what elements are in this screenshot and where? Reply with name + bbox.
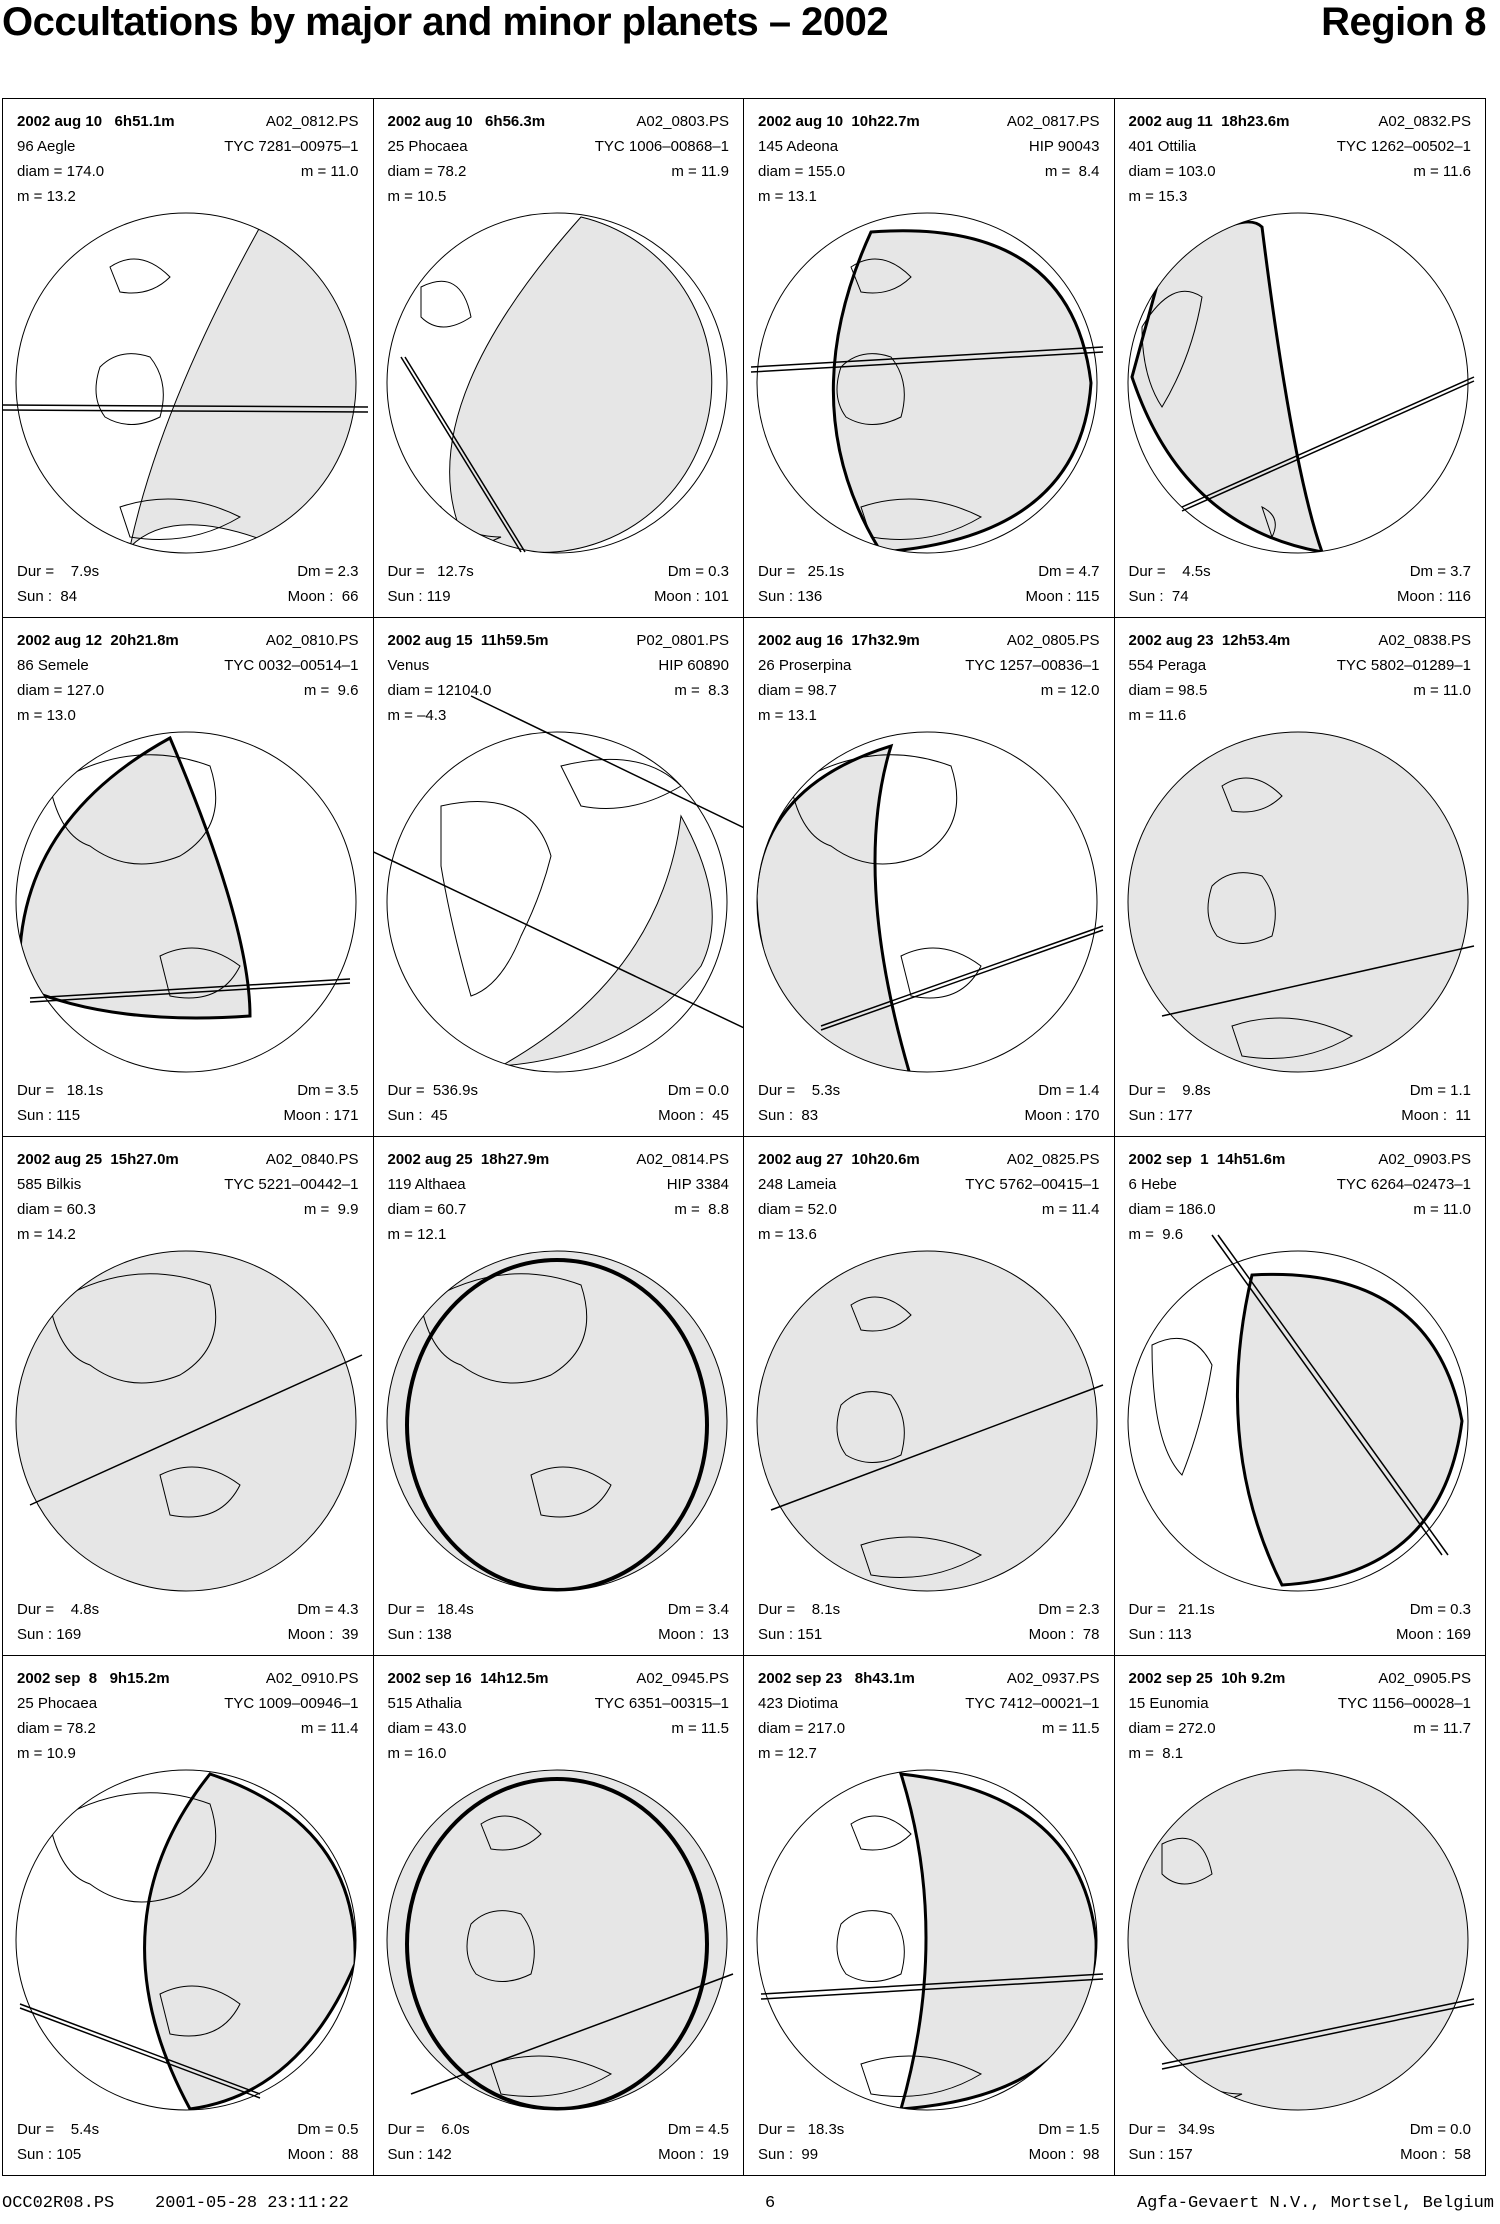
panel-header <box>1129 1147 1472 1247</box>
occulting-body: 515 Athalia <box>387 1695 462 1712</box>
shadow-area <box>19 738 250 1018</box>
body-magnitude: m = 12.7 <box>758 1745 817 1762</box>
continent-outline <box>1152 1338 1212 1475</box>
occulting-body: 145 Adeona <box>758 138 839 155</box>
body-diameter: diam = 60.7 <box>387 1201 467 1218</box>
sun-elongation: Sun : 105 <box>17 2146 82 2163</box>
panel-header <box>17 109 359 209</box>
moon-elongation: Moon : 98 <box>1028 2146 1100 2163</box>
duration: Dur = 6.0s <box>387 2121 470 2138</box>
duration: Dur = 18.3s <box>758 2121 845 2138</box>
star-id: TYC 1262–00502–1 <box>1336 138 1471 155</box>
body-magnitude: m = –4.3 <box>387 707 447 724</box>
duration: Dur = 34.9s <box>1128 2121 1215 2138</box>
panel-footer <box>388 2117 730 2167</box>
occulting-body: 248 Lameia <box>758 1176 837 1193</box>
panel-header <box>758 109 1100 209</box>
event-datetime: 2002 aug 16 17h32.9m <box>758 632 920 649</box>
magnitude-drop: Dm = 0.0 <box>1409 2121 1471 2138</box>
star-id: TYC 7412–00021–1 <box>965 1695 1100 1712</box>
occultation-panel-1 <box>3 99 374 618</box>
sun-elongation: Sun : 45 <box>387 1107 448 1124</box>
globe-svg <box>751 1245 1103 1597</box>
magnitude-drop: Dm = 3.4 <box>667 1601 729 1618</box>
body-magnitude: m = 13.2 <box>17 188 76 205</box>
occulting-body: 25 Phocaea <box>387 138 468 155</box>
shadow-area <box>756 746 911 1078</box>
globe-map <box>10 1764 362 2116</box>
duration: Dur = 5.3s <box>758 1082 841 1099</box>
chart-file: A02_0825.PS <box>1006 1151 1100 1168</box>
panel-footer <box>758 1597 1100 1647</box>
globe-svg <box>1122 1245 1474 1597</box>
globe-map <box>751 1245 1103 1597</box>
body-diameter: diam = 12104.0 <box>387 682 492 699</box>
body-diameter: diam = 155.0 <box>758 163 846 180</box>
occultation-panel-11 <box>744 1137 1115 1656</box>
footer-file: OCC02R08.PS <box>2 2194 115 2213</box>
moon-elongation: Moon : 13 <box>658 1626 729 1643</box>
chart-file: A02_0840.PS <box>265 1151 359 1168</box>
star-magnitude: m = 12.0 <box>1040 682 1100 699</box>
star-magnitude: m = 11.5 <box>671 1720 729 1737</box>
globe-map <box>1122 207 1474 559</box>
occulting-body: 26 Proserpina <box>758 657 852 674</box>
chart-file: A02_0937.PS <box>1006 1670 1100 1687</box>
page-number: 6 <box>765 2194 776 2213</box>
panel-header <box>758 628 1100 728</box>
globe-svg <box>1122 1764 1474 2116</box>
chart-file: A02_0814.PS <box>636 1151 729 1168</box>
panel-footer <box>758 2117 1100 2167</box>
event-datetime: 2002 sep 23 8h43.1m <box>758 1670 915 1687</box>
panel-footer <box>1129 2117 1472 2167</box>
panel-footer <box>758 559 1100 609</box>
panel-header <box>17 1666 359 1766</box>
shadow-area <box>1122 1764 1474 2116</box>
sun-elongation: Sun : 74 <box>1128 588 1189 605</box>
star-id: HIP 90043 <box>1028 138 1100 155</box>
star-id: TYC 5802–01289–1 <box>1336 657 1471 674</box>
occultation-panel-16 <box>1115 1656 1486 2175</box>
event-datetime: 2002 sep 16 14h12.5m <box>387 1670 549 1687</box>
globe-map <box>1122 1245 1474 1597</box>
occultation-panel-9 <box>3 1137 374 1656</box>
duration: Dur = 536.9s <box>387 1082 478 1099</box>
magnitude-drop: Dm = 2.3 <box>297 563 359 580</box>
chart-file: A02_0910.PS <box>265 1670 359 1687</box>
globe-svg <box>751 726 1103 1078</box>
star-magnitude: m = 8.4 <box>1044 163 1100 180</box>
globe-svg <box>10 726 362 1078</box>
star-id: TYC 6264–02473–1 <box>1336 1176 1471 1193</box>
star-id: TYC 1009–00946–1 <box>224 1695 359 1712</box>
magnitude-drop: Dm = 0.0 <box>667 1082 729 1099</box>
panel-header <box>758 1147 1100 1247</box>
panel-footer <box>388 1078 730 1128</box>
shadow-area <box>381 1764 733 2116</box>
event-datetime: 2002 aug 10 6h56.3m <box>387 113 546 130</box>
event-datetime: 2002 sep 25 10h 9.2m <box>1128 1670 1286 1687</box>
star-magnitude: m = 11.0 <box>300 163 359 180</box>
chart-file: A02_0810.PS <box>265 632 359 649</box>
event-datetime: 2002 aug 25 15h27.0m <box>17 1151 179 1168</box>
shadow-area <box>501 816 712 1066</box>
chart-file: A02_0805.PS <box>1006 632 1100 649</box>
star-magnitude: m = 11.4 <box>1041 1201 1100 1218</box>
occulting-body: 585 Bilkis <box>17 1176 82 1193</box>
moon-elongation: Moon : 78 <box>1028 1626 1100 1643</box>
body-diameter: diam = 98.5 <box>1128 682 1208 699</box>
event-datetime: 2002 aug 25 18h27.9m <box>387 1151 550 1168</box>
occultation-panel-7 <box>744 618 1115 1137</box>
body-diameter: diam = 43.0 <box>387 1720 467 1737</box>
globe-map <box>381 1764 733 2116</box>
body-magnitude: m = 13.6 <box>758 1226 817 1243</box>
sun-elongation: Sun : 169 <box>17 1626 82 1643</box>
body-diameter: diam = 127.0 <box>17 682 105 699</box>
moon-elongation: Moon : 171 <box>283 1107 359 1124</box>
duration: Dur = 9.8s <box>1128 1082 1211 1099</box>
magnitude-drop: Dm = 2.3 <box>1038 1601 1100 1618</box>
event-datetime: 2002 aug 10 10h22.7m <box>758 113 920 130</box>
chart-file: A02_0903.PS <box>1378 1151 1471 1168</box>
star-id: TYC 6351–00315–1 <box>594 1695 729 1712</box>
occultation-panel-2 <box>374 99 745 618</box>
star-magnitude: m = 11.7 <box>1413 1720 1471 1737</box>
shadow-area <box>1237 1274 1462 1585</box>
sun-elongation: Sun : 99 <box>758 2146 819 2163</box>
magnitude-drop: Dm = 3.5 <box>297 1082 359 1099</box>
globe-map <box>751 1764 1103 2116</box>
panel-footer <box>1129 1078 1472 1128</box>
occultation-panel-10 <box>374 1137 745 1656</box>
magnitude-drop: Dm = 1.4 <box>1038 1082 1100 1099</box>
panel-footer <box>17 1078 359 1128</box>
body-magnitude: m = 13.1 <box>758 707 817 724</box>
body-diameter: diam = 186.0 <box>1128 1201 1216 1218</box>
body-diameter: diam = 174.0 <box>17 163 105 180</box>
star-id: TYC 5762–00415–1 <box>965 1176 1100 1193</box>
star-magnitude: m = 11.0 <box>1413 1201 1471 1218</box>
duration: Dur = 12.7s <box>387 563 474 580</box>
occultation-panel-6 <box>374 618 745 1137</box>
occultation-panel-4 <box>1115 99 1486 618</box>
duration: Dur = 18.4s <box>387 1601 474 1618</box>
moon-elongation: Moon : 11 <box>1401 1107 1471 1124</box>
globe-map <box>1122 726 1474 1078</box>
globe-svg <box>751 1764 1103 2116</box>
star-id: HIP 3384 <box>666 1176 729 1193</box>
globe-svg <box>10 1764 362 2116</box>
magnitude-drop: Dm = 3.7 <box>1409 563 1471 580</box>
duration: Dur = 4.8s <box>17 1601 100 1618</box>
chart-file: A02_0803.PS <box>636 113 729 130</box>
globe-svg <box>381 1245 733 1597</box>
star-id: TYC 1006–00868–1 <box>594 138 729 155</box>
moon-elongation: Moon : 169 <box>1395 1626 1471 1643</box>
duration: Dur = 5.4s <box>17 2121 100 2138</box>
moon-elongation: Moon : 101 <box>653 588 729 605</box>
magnitude-drop: Dm = 0.3 <box>667 563 729 580</box>
event-datetime: 2002 aug 23 12h53.4m <box>1128 632 1291 649</box>
globe-svg <box>1122 726 1474 1078</box>
globe-svg <box>10 1245 362 1597</box>
moon-elongation: Moon : 45 <box>658 1107 729 1124</box>
star-magnitude: m = 9.6 <box>303 682 359 699</box>
body-diameter: diam = 98.7 <box>758 682 837 699</box>
star-magnitude: m = 11.0 <box>1413 682 1471 699</box>
chart-file: A02_0832.PS <box>1378 113 1471 130</box>
star-magnitude: m = 11.5 <box>1041 1720 1100 1737</box>
moon-elongation: Moon : 19 <box>658 2146 729 2163</box>
occultation-grid <box>2 98 1486 2176</box>
occultation-panel-8 <box>1115 618 1486 1137</box>
moon-elongation: Moon : 170 <box>1024 1107 1100 1124</box>
panel-footer <box>17 1597 359 1647</box>
globe-map <box>381 726 733 1078</box>
occulting-body: 423 Diotima <box>758 1695 839 1712</box>
globe-svg <box>10 207 362 559</box>
magnitude-drop: Dm = 1.5 <box>1038 2121 1100 2138</box>
panel-header <box>388 1666 730 1766</box>
duration: Dur = 21.1s <box>1128 1601 1215 1618</box>
magnitude-drop: Dm = 4.3 <box>297 1601 359 1618</box>
event-datetime: 2002 sep 8 9h15.2m <box>17 1670 170 1687</box>
occultation-panel-5 <box>3 618 374 1137</box>
panel-header <box>388 628 730 728</box>
panel-header <box>1129 109 1472 209</box>
magnitude-drop: Dm = 1.1 <box>1409 1082 1471 1099</box>
panel-footer <box>758 1078 1100 1128</box>
occultation-panel-3 <box>744 99 1115 618</box>
panel-header <box>388 109 730 209</box>
panel-footer <box>388 559 730 609</box>
body-magnitude: m = 14.2 <box>17 1226 76 1243</box>
body-diameter: diam = 78.2 <box>387 163 467 180</box>
magnitude-drop: Dm = 0.3 <box>1409 1601 1471 1618</box>
body-diameter: diam = 60.3 <box>17 1201 96 1218</box>
body-diameter: diam = 103.0 <box>1128 163 1216 180</box>
shadow-area <box>10 1245 362 1597</box>
sun-elongation: Sun : 119 <box>387 588 451 605</box>
star-magnitude: m = 11.4 <box>300 1720 359 1737</box>
star-id: TYC 0032–00514–1 <box>224 657 359 674</box>
shadow-area <box>381 1245 733 1597</box>
globe-map <box>10 1245 362 1597</box>
globe-svg <box>381 726 733 1078</box>
occulting-body: 96 Aegle <box>17 138 76 155</box>
sun-elongation: Sun : 115 <box>17 1107 81 1124</box>
body-magnitude: m = 11.6 <box>1128 707 1187 724</box>
star-magnitude: m = 11.6 <box>1413 163 1471 180</box>
region-label: Region 8 <box>1321 0 1486 44</box>
sun-elongation: Sun : 113 <box>1128 1626 1192 1643</box>
globe-map <box>381 207 733 559</box>
panel-footer <box>17 559 359 609</box>
body-magnitude: m = 9.6 <box>1128 1226 1184 1243</box>
event-datetime: 2002 aug 11 18h23.6m <box>1128 113 1290 130</box>
sun-elongation: Sun : 136 <box>758 588 823 605</box>
globe-svg <box>751 207 1103 559</box>
moon-elongation: Moon : 66 <box>287 588 359 605</box>
body-magnitude: m = 12.1 <box>387 1226 447 1243</box>
magnitude-drop: Dm = 4.7 <box>1038 563 1100 580</box>
event-datetime: 2002 aug 12 20h21.8m <box>17 632 179 649</box>
globe-map <box>751 207 1103 559</box>
occultation-panel-12 <box>1115 1137 1486 1656</box>
sun-elongation: Sun : 177 <box>1128 1107 1193 1124</box>
chart-file: A02_0812.PS <box>265 113 359 130</box>
event-datetime: 2002 sep 1 14h51.6m <box>1128 1151 1286 1168</box>
occultation-panel-14 <box>374 1656 745 2175</box>
star-id: TYC 7281–00975–1 <box>224 138 359 155</box>
shadow-area <box>901 1774 1096 2109</box>
panel-header <box>758 1666 1100 1766</box>
star-id: TYC 5221–00442–1 <box>224 1176 359 1193</box>
sun-elongation: Sun : 157 <box>1128 2146 1193 2163</box>
globe-svg <box>1122 207 1474 559</box>
footer-file-timestamp <box>2 2194 349 2213</box>
duration: Dur = 8.1s <box>758 1601 841 1618</box>
sun-elongation: Sun : 142 <box>387 2146 452 2163</box>
panel-header <box>1129 628 1472 728</box>
body-magnitude: m = 15.3 <box>1128 188 1188 205</box>
star-magnitude: m = 8.3 <box>674 682 729 699</box>
globe-map <box>1122 1764 1474 2116</box>
panel-footer <box>17 2117 359 2167</box>
globe-map <box>10 207 362 559</box>
panel-header <box>388 1147 730 1247</box>
globe-svg <box>381 1764 733 2116</box>
moon-elongation: Moon : 39 <box>287 1626 359 1643</box>
body-diameter: diam = 52.0 <box>758 1201 837 1218</box>
sun-elongation: Sun : 84 <box>17 588 78 605</box>
page-footer <box>0 2190 1500 2220</box>
body-magnitude: m = 10.9 <box>17 1745 76 1762</box>
shadow-area <box>449 217 711 552</box>
panel-header <box>17 1147 359 1247</box>
body-magnitude: m = 13.0 <box>17 707 76 724</box>
globe-map <box>10 726 362 1078</box>
moon-elongation: Moon : 88 <box>287 2146 359 2163</box>
shadow-area <box>1132 222 1322 552</box>
duration: Dur = 25.1s <box>758 563 845 580</box>
star-magnitude: m = 11.9 <box>671 163 729 180</box>
body-magnitude: m = 13.1 <box>758 188 817 205</box>
star-id: HIP 60890 <box>658 657 729 674</box>
magnitude-drop: Dm = 4.5 <box>667 2121 729 2138</box>
duration: Dur = 7.9s <box>17 563 100 580</box>
shadow-area <box>1122 726 1474 1078</box>
shadow-area <box>751 1245 1103 1597</box>
footer-organization: Agfa-Gevaert N.V., Mortsel, Belgium <box>1136 2194 1494 2213</box>
star-magnitude: m = 8.8 <box>674 1201 729 1218</box>
occulting-body: 6 Hebe <box>1128 1176 1177 1193</box>
moon-elongation: Moon : 58 <box>1400 2146 1471 2163</box>
body-diameter: diam = 217.0 <box>758 1720 846 1737</box>
occulting-body: Venus <box>387 657 430 674</box>
occulting-body: 86 Semele <box>17 657 89 674</box>
panel-footer <box>1129 1597 1472 1647</box>
event-datetime: 2002 aug 10 6h51.1m <box>17 113 175 130</box>
sun-elongation: Sun : 151 <box>758 1626 823 1643</box>
occulting-body: 119 Althaea <box>387 1176 466 1193</box>
globe-svg <box>381 207 733 559</box>
chart-file: P02_0801.PS <box>636 632 729 649</box>
occulting-body: 15 Eunomia <box>1128 1695 1209 1712</box>
occultation-panel-13 <box>3 1656 374 2175</box>
body-magnitude: m = 10.5 <box>387 188 447 205</box>
duration: Dur = 18.1s <box>17 1082 104 1099</box>
occulting-body: 401 Ottilia <box>1128 138 1197 155</box>
star-magnitude: m = 9.9 <box>303 1201 359 1218</box>
body-magnitude: m = 8.1 <box>1128 1745 1184 1762</box>
chart-file: A02_0817.PS <box>1006 113 1100 130</box>
occultation-panel-15 <box>744 1656 1115 2175</box>
magnitude-drop: Dm = 0.5 <box>297 2121 359 2138</box>
body-magnitude: m = 16.0 <box>387 1745 447 1762</box>
panel-footer <box>388 1597 730 1647</box>
body-diameter: diam = 78.2 <box>17 1720 96 1737</box>
footer-timestamp: 2001-05-28 23:11:22 <box>155 2194 349 2213</box>
occulting-body: 554 Peraga <box>1128 657 1207 674</box>
panel-footer <box>1129 559 1472 609</box>
moon-elongation: Moon : 115 <box>1025 588 1100 605</box>
panel-header <box>17 628 359 728</box>
star-id: TYC 1156–00028–1 <box>1337 1695 1471 1712</box>
chart-file: A02_0945.PS <box>636 1670 729 1687</box>
star-id: TYC 1257–00836–1 <box>965 657 1100 674</box>
chart-file: A02_0905.PS <box>1378 1670 1471 1687</box>
page-title: Occultations by major and minor planets – 2002 <box>2 0 889 44</box>
sun-elongation: Sun : 138 <box>387 1626 452 1643</box>
globe-map <box>381 1245 733 1597</box>
occulting-body: 25 Phocaea <box>17 1695 98 1712</box>
sun-elongation: Sun : 83 <box>758 1107 819 1124</box>
event-datetime: 2002 aug 15 11h59.5m <box>387 632 549 649</box>
body-diameter: diam = 272.0 <box>1128 1720 1216 1737</box>
event-datetime: 2002 aug 27 10h20.6m <box>758 1151 920 1168</box>
chart-file: A02_0838.PS <box>1378 632 1471 649</box>
moon-elongation: Moon : 116 <box>1397 588 1471 605</box>
duration: Dur = 4.5s <box>1128 563 1211 580</box>
globe-map <box>751 726 1103 1078</box>
panel-header <box>1129 1666 1472 1766</box>
